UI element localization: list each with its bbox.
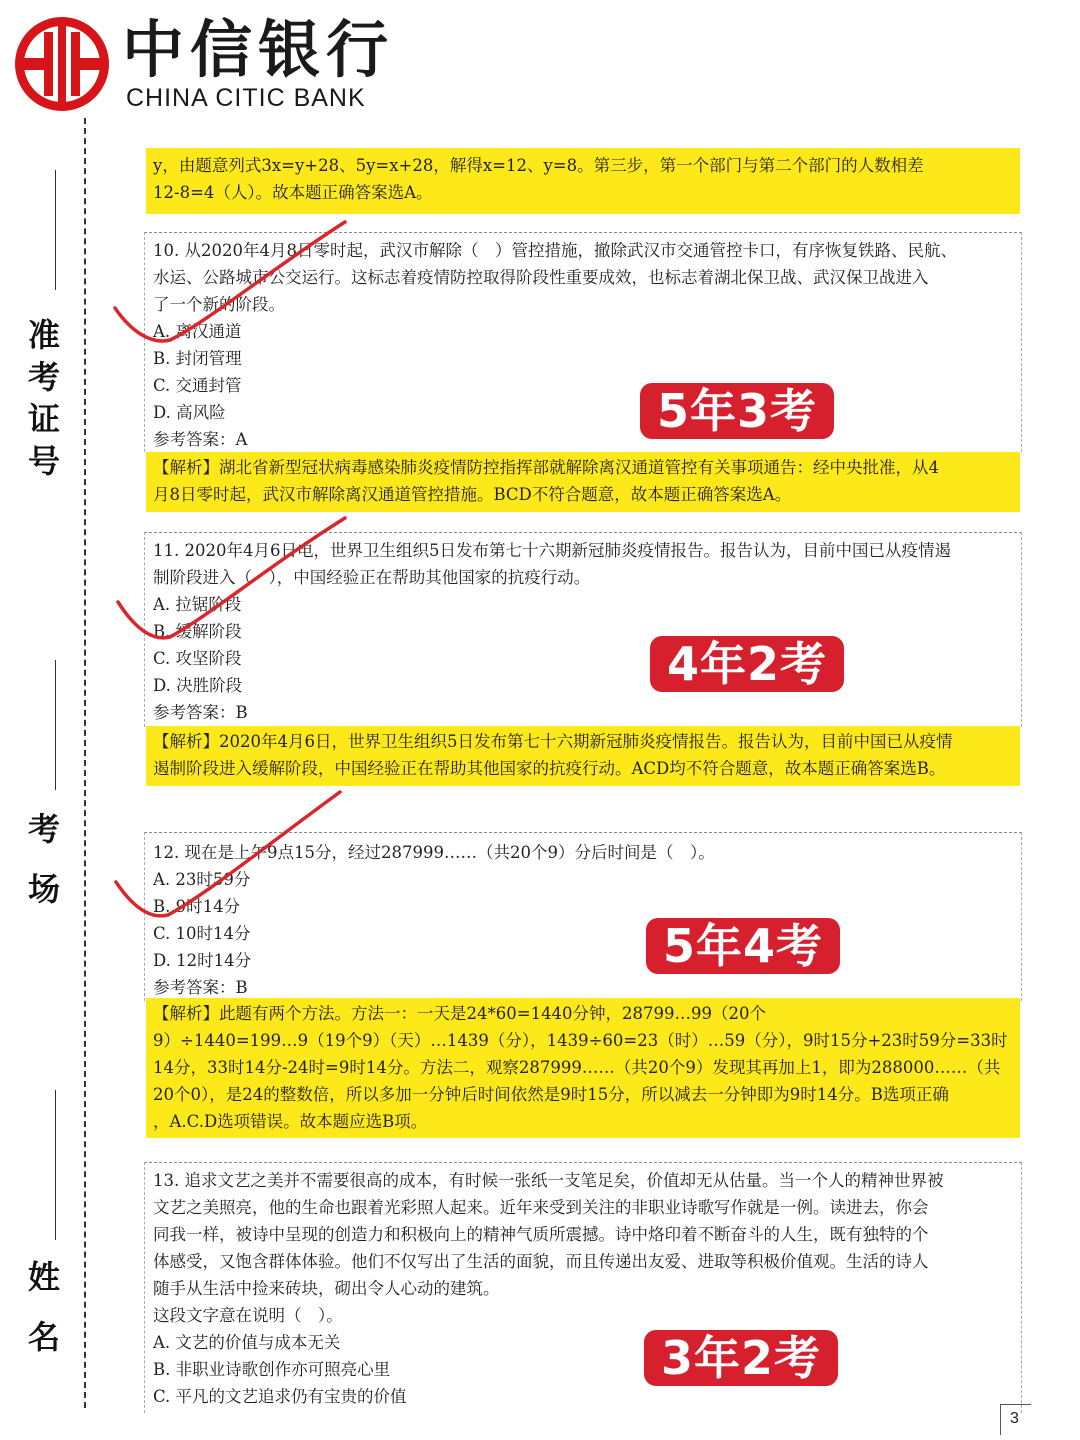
analysis-line: 20个0），是24的整数倍，所以多加一分钟后时间依然是9时15分，所以减去一分钟即为9时14分。B选项正确	[153, 1085, 949, 1104]
question-stem: 13. 追求文艺之美并不需要很高的成本，有时候一张纸一支笔足矣，价值却无从估量。当一个人的精神世界被	[153, 1171, 944, 1190]
option-c: C. 攻坚阶段	[153, 649, 242, 668]
analysis-block	[146, 726, 1020, 786]
exam-id-label: 准考证号	[23, 318, 61, 486]
analysis-line: 12-8=4（人）。故本题正确答案选A。	[153, 183, 433, 202]
question-stem: 体感受，又饱含群体体验。他们不仅写出了生活的面貌，而且传递出友爱、进取等积极价值观。生活的诗人	[153, 1252, 929, 1271]
question-13	[144, 1162, 1022, 1413]
analysis-line: 【解析】湖北省新型冠状病毒感染肺炎疫情防控指挥部就解除离汉通道管控有关事项通告：经中央批准，从4	[153, 458, 939, 477]
option-b: B. 非职业诗歌创作亦可照亮心里	[153, 1360, 391, 1379]
analysis-block	[146, 452, 1020, 512]
name-label: 姓名	[23, 1260, 61, 1380]
question-stem: 随手从生活中捡来砖块，砌出令人心动的建筑。	[153, 1279, 500, 1298]
option-b: B. 9时14分	[153, 897, 241, 916]
question-stem: 制阶段进入（ ），中国经验正在帮助其他国家的抗疫行动。	[153, 568, 591, 587]
analysis-line: 遏制阶段进入缓解阶段，中国经验正在帮助其他国家的抗疫行动。ACD均不符合题意，故本题正确答案选B。	[153, 759, 946, 778]
name-write-line	[55, 1090, 56, 1240]
option-c: C. 10时14分	[153, 924, 251, 943]
question-stem: 水运、公路城市公交运行。这标志着疫情防控取得阶段性重要成效，也标志着湖北保卫战、武汉保卫战进入	[153, 268, 929, 287]
analysis-line: ，A.C.D选项错误。故本题应选B项。	[153, 1112, 428, 1131]
option-a: A. 23时59分	[153, 870, 251, 889]
analysis-line: 月8日零时起，武汉市解除离汉通道管控措施。BCD不符合题意，故本题正确答案选A。	[153, 485, 792, 504]
question-stem: 了一个新的阶段。	[153, 295, 285, 314]
exam-room-write-line	[55, 660, 56, 790]
frequency-badge: 4年2考	[650, 636, 844, 692]
option-b: B. 封闭管理	[153, 349, 242, 368]
analysis-line: 【解析】此题有两个方法。方法一：一天是24*60=1440分钟，28799…99（20个	[153, 1004, 767, 1023]
option-d: D. 高风险	[153, 403, 226, 422]
option-a: A. 离汉通道	[153, 322, 242, 341]
question-stem: 同我一样，被诗中呈现的创造力和积极向上的精神气质所震撼。诗中烙印着不断奋斗的人生，既有独特的个	[153, 1225, 929, 1244]
analysis-line: y，由题意列式3x=y+28、5y=x+28，解得x=12、y=8。第三步，第一个部门与第二个部门的人数相差	[153, 156, 924, 175]
option-c: C. 平凡的文艺追求仍有宝贵的价值	[153, 1387, 407, 1406]
exam-id-write-line	[55, 170, 56, 290]
question-12	[144, 832, 1022, 1001]
question-stem: 10. 从2020年4月8日零时起，武汉市解除（ ）管控措施，撤除武汉市交通管控卡口，有序恢复铁路、民航、	[153, 241, 957, 260]
analysis-line: 14分，33时14分-24时=9时14分。方法二，观察287999……（共20个9）发现其再加上1，即为288000……（共	[153, 1058, 1001, 1077]
frequency-badge: 5年3考	[640, 383, 834, 439]
analysis-block	[146, 998, 1020, 1138]
option-a: A. 拉锯阶段	[153, 595, 242, 614]
question-10	[144, 232, 1022, 452]
question-stem: 12. 现在是上午9点15分，经过287999……（共20个9）分后时间是（ ）。	[153, 843, 715, 862]
frequency-badge: 3年2考	[644, 1330, 838, 1386]
exam-room-label: 考场	[23, 812, 61, 932]
question-prompt: 这段文字意在说明（ ）。	[153, 1306, 343, 1325]
option-d: D. 决胜阶段	[153, 676, 243, 695]
bank-name-cn: 中信银行	[122, 13, 395, 86]
option-c: C. 交通封管	[153, 376, 242, 395]
option-d: D. 12时14分	[153, 951, 252, 970]
frequency-badge: 5年4考	[646, 918, 840, 974]
prev-analysis-block	[146, 148, 1020, 214]
page-number: 3	[1010, 1410, 1019, 1427]
option-a: A. 文艺的价值与成本无关	[153, 1333, 341, 1352]
analysis-line: 【解析】2020年4月6日，世界卫生组织5日发布第七十六期新冠肺炎疫情报告。报告认为，目前中国已从疫情	[153, 732, 953, 751]
reference-answer: 参考答案：A	[153, 430, 248, 449]
reference-answer: 参考答案：B	[153, 703, 248, 722]
question-11	[144, 532, 1022, 727]
reference-answer: 参考答案：B	[153, 978, 248, 997]
bank-name-en: CHINA CITIC BANK	[126, 84, 366, 112]
binding-dashed-line	[84, 118, 86, 1408]
analysis-line: 9）÷1440=199…9（19个9）（天）…1439（分），1439÷60=23（时）…59（分），9时15分+23时59分=33时	[153, 1031, 1008, 1050]
option-b: B. 缓解阶段	[153, 622, 242, 641]
question-stem: 文艺之美照亮，他的生命也跟着光彩照人起来。近年来受到关注的非职业诗歌写作就是一例。读进去，你会	[153, 1198, 929, 1217]
question-stem: 11. 2020年4月6日电，世界卫生组织5日发布第七十六期新冠肺炎疫情报告。报告认为，目前中国已从疫情遏	[153, 541, 951, 560]
citic-logo-icon	[12, 14, 112, 114]
